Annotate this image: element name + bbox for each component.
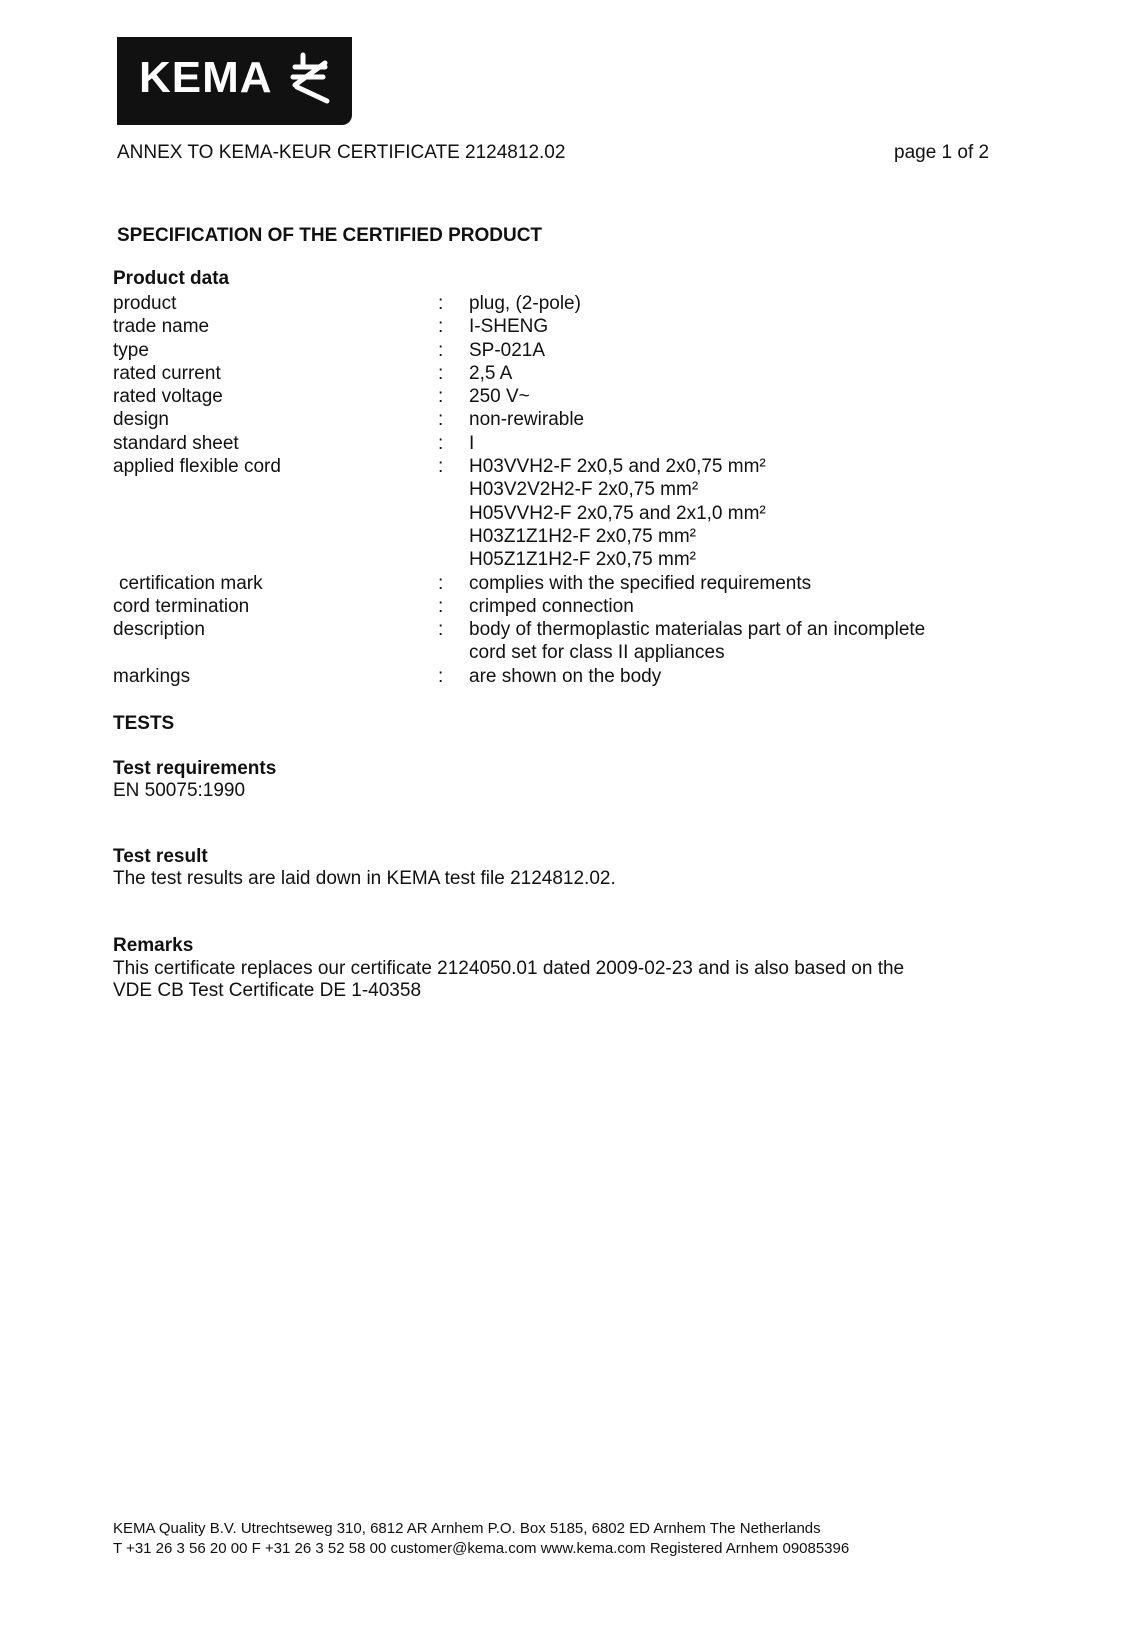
spec-value-line: SP-021A bbox=[469, 339, 546, 361]
spec-separator: : bbox=[438, 456, 444, 478]
tests-heading: TESTS bbox=[113, 713, 175, 734]
spec-value bbox=[469, 315, 1013, 338]
spec-value-line: I-SHENG bbox=[469, 316, 549, 338]
spec-key: cord termination bbox=[113, 595, 250, 617]
spec-value-line: 250 V~ bbox=[469, 386, 530, 408]
footer-address: KEMA Quality B.V. Utrechtseweg 310, 6812 AR Arnhem P.O. Box 5185, 6802 ED Arnhem The Netherlands bbox=[113, 1520, 821, 1537]
spec-value-line: 2,5 A bbox=[469, 362, 513, 384]
product-data-table bbox=[113, 292, 1013, 688]
test-result-heading: Test result bbox=[113, 846, 208, 867]
spec-key: description bbox=[113, 619, 205, 641]
annex-title: ANNEX TO KEMA-KEUR CERTIFICATE 2124812.02 bbox=[117, 142, 566, 163]
spec-row bbox=[113, 572, 1013, 595]
spec-value-line: cord set for class II appliances bbox=[469, 642, 725, 664]
spec-value bbox=[469, 572, 1013, 595]
remarks-heading: Remarks bbox=[113, 935, 194, 956]
spec-row bbox=[113, 665, 1013, 688]
logo-text: KEMA bbox=[139, 53, 273, 102]
spec-row bbox=[113, 385, 1013, 408]
spec-row bbox=[113, 455, 1013, 571]
spec-value-line: H03Z1Z1H2-F 2x0,75 mm² bbox=[469, 525, 697, 547]
spec-value bbox=[469, 362, 1013, 385]
test-requirements-heading: Test requirements bbox=[113, 758, 277, 779]
spec-row bbox=[113, 315, 1013, 338]
spec-separator: : bbox=[438, 316, 444, 338]
test-requirements-text: EN 50075:1990 bbox=[113, 780, 246, 801]
spec-key: trade name bbox=[113, 316, 210, 338]
spec-value bbox=[469, 432, 1013, 455]
spec-title: SPECIFICATION OF THE CERTIFIED PRODUCT bbox=[117, 225, 543, 246]
spec-value-line: are shown on the body bbox=[469, 665, 662, 687]
footer-contact: T +31 26 3 56 20 00 F +31 26 3 52 58 00 customer@kema.com www.kema.com Registered Arnhem 09085396 bbox=[113, 1540, 850, 1557]
spec-value bbox=[469, 455, 1013, 571]
spec-value-line: non-rewirable bbox=[469, 409, 585, 431]
spec-separator: : bbox=[438, 362, 444, 384]
spec-value bbox=[469, 665, 1013, 688]
spec-row bbox=[113, 432, 1013, 455]
spec-value-line: crimped connection bbox=[469, 595, 634, 617]
spec-key: rated voltage bbox=[113, 386, 223, 408]
spec-row bbox=[113, 362, 1013, 385]
spec-row bbox=[113, 292, 1013, 315]
spec-separator: : bbox=[438, 293, 444, 314]
spec-separator: : bbox=[438, 432, 444, 454]
spec-key: rated current bbox=[113, 362, 221, 384]
remarks-line-2: VDE CB Test Certificate DE 1-40358 bbox=[113, 980, 422, 1001]
spec-value bbox=[469, 595, 1013, 618]
spec-value bbox=[469, 408, 1013, 431]
spec-key: design bbox=[113, 409, 169, 431]
spec-row bbox=[113, 339, 1013, 362]
spec-value-line: complies with the specified requirements bbox=[469, 572, 812, 594]
spec-value bbox=[469, 292, 1013, 315]
spec-separator: : bbox=[438, 572, 444, 594]
product-data-heading: Product data bbox=[113, 268, 230, 289]
spec-value bbox=[469, 618, 1013, 665]
spec-separator: : bbox=[438, 595, 444, 617]
kema-logo bbox=[117, 37, 352, 125]
spec-separator: : bbox=[438, 339, 444, 361]
spec-value-line: plug, (2-pole) bbox=[469, 293, 581, 314]
spec-key: certification mark bbox=[119, 572, 263, 594]
spec-separator: : bbox=[438, 409, 444, 431]
spec-key: applied flexible cord bbox=[113, 456, 281, 478]
spec-value bbox=[469, 339, 1013, 362]
spec-value-line: H03V2V2H2-F 2x0,75 mm² bbox=[469, 479, 699, 501]
remarks-line-1: This certificate replaces our certificate 2124050.01 dated 2009-02-23 and is also based on the bbox=[113, 958, 905, 979]
spec-value-line: H05VVH2-F 2x0,75 and 2x1,0 mm² bbox=[469, 502, 766, 524]
spec-key: standard sheet bbox=[113, 432, 239, 454]
spec-value bbox=[469, 385, 1013, 408]
spec-separator: : bbox=[438, 665, 444, 687]
kema-lightning-icon bbox=[289, 51, 337, 107]
page-number: page 1 of 2 bbox=[894, 142, 990, 163]
spec-value-line: I bbox=[469, 432, 475, 454]
spec-key: type bbox=[113, 339, 149, 361]
spec-key: product bbox=[113, 293, 177, 314]
spec-separator: : bbox=[438, 619, 444, 641]
spec-separator: : bbox=[438, 386, 444, 408]
spec-row bbox=[113, 618, 1013, 665]
spec-key: markings bbox=[113, 665, 191, 687]
spec-row bbox=[113, 595, 1013, 618]
spec-value-line: body of thermoplastic materialas part of an incomplete bbox=[469, 619, 926, 641]
spec-value-line: H03VVH2-F 2x0,5 and 2x0,75 mm² bbox=[469, 456, 766, 478]
test-result-text: The test results are laid down in KEMA test file 2124812.02. bbox=[113, 868, 616, 889]
spec-row bbox=[113, 408, 1013, 431]
spec-value-line: H05Z1Z1H2-F 2x0,75 mm² bbox=[469, 549, 697, 571]
